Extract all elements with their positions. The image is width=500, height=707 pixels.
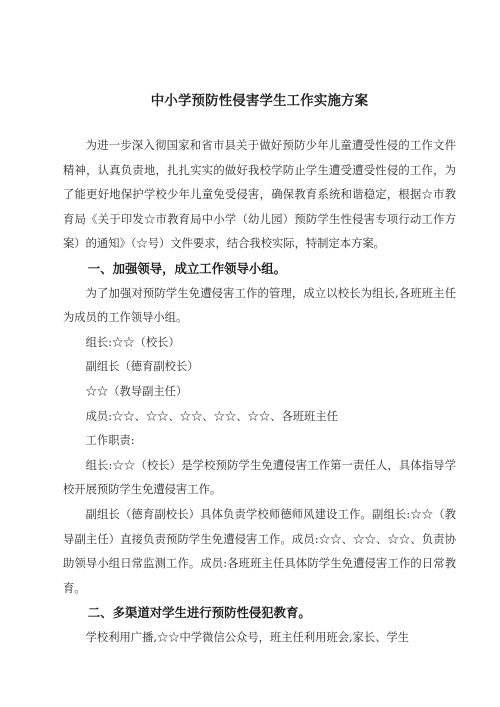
document-title: 中小学预防性侵害学生工作实施方案 <box>150 94 369 109</box>
section-1-heading: 一、加强领导，成立工作领导小组。 <box>87 260 287 276</box>
section-2-paragraph: 学校利用广播,☆☆中学微信公众号，班主任利用班会,家长、学生 <box>85 630 410 644</box>
group-leader: 组长:☆☆（校长） <box>85 335 180 349</box>
group-members: 成员:☆☆、☆☆、☆☆、☆☆、☆☆、各班班主任 <box>85 409 338 423</box>
duty-paragraph-1: 组长:☆☆（校长）是学校预防学生免遭侵害工作第一责任人，具体指导学校开展预防学生免遭侵害工作。 <box>63 458 456 497</box>
duty-paragraph-2: 副组长（德育副校长）具体负责学校师德师风建设工作。副组长:☆☆（教导副主任）直接负责预防学生免遭侵害工作。成员:☆☆、☆☆、☆☆、负责协助领导小组日常监测工作。成员:各班班主任具体防学生免遭侵害工作的日常教育。 <box>63 507 456 595</box>
duties-label: 工作职责: <box>85 434 135 448</box>
document-body <box>63 134 456 650</box>
section-2-heading: 二、多渠道对学生进行预防性侵犯教育。 <box>87 605 311 621</box>
group-deputy-2: ☆☆（教导副主任） <box>85 384 188 398</box>
group-deputy: 副组长（德育副校长） <box>85 360 199 374</box>
section-1-paragraph: 为了加强对预防学生免遭侵害工作的管理，成立以校长为组长,各班班主任为成员的工作领导小组。 <box>63 286 456 325</box>
intro-paragraph: 为进一步深入彻国家和省市县关于做好预防少年儿童遭受性侵的工作文件精神，认真负责地，扎扎实实的做好我校学防止学生遭受遭受性侵的工作，为了能更好地保护学校少年儿童免受侵害，确保教育系统和谐稳定，根据☆市教育局《关于印发☆市教育局中小学（幼儿园）预防学生性侵害专项行动工作方案）的通知》（☆号）文件要求，结合我校实际，特制定本方案。 <box>63 139 456 251</box>
